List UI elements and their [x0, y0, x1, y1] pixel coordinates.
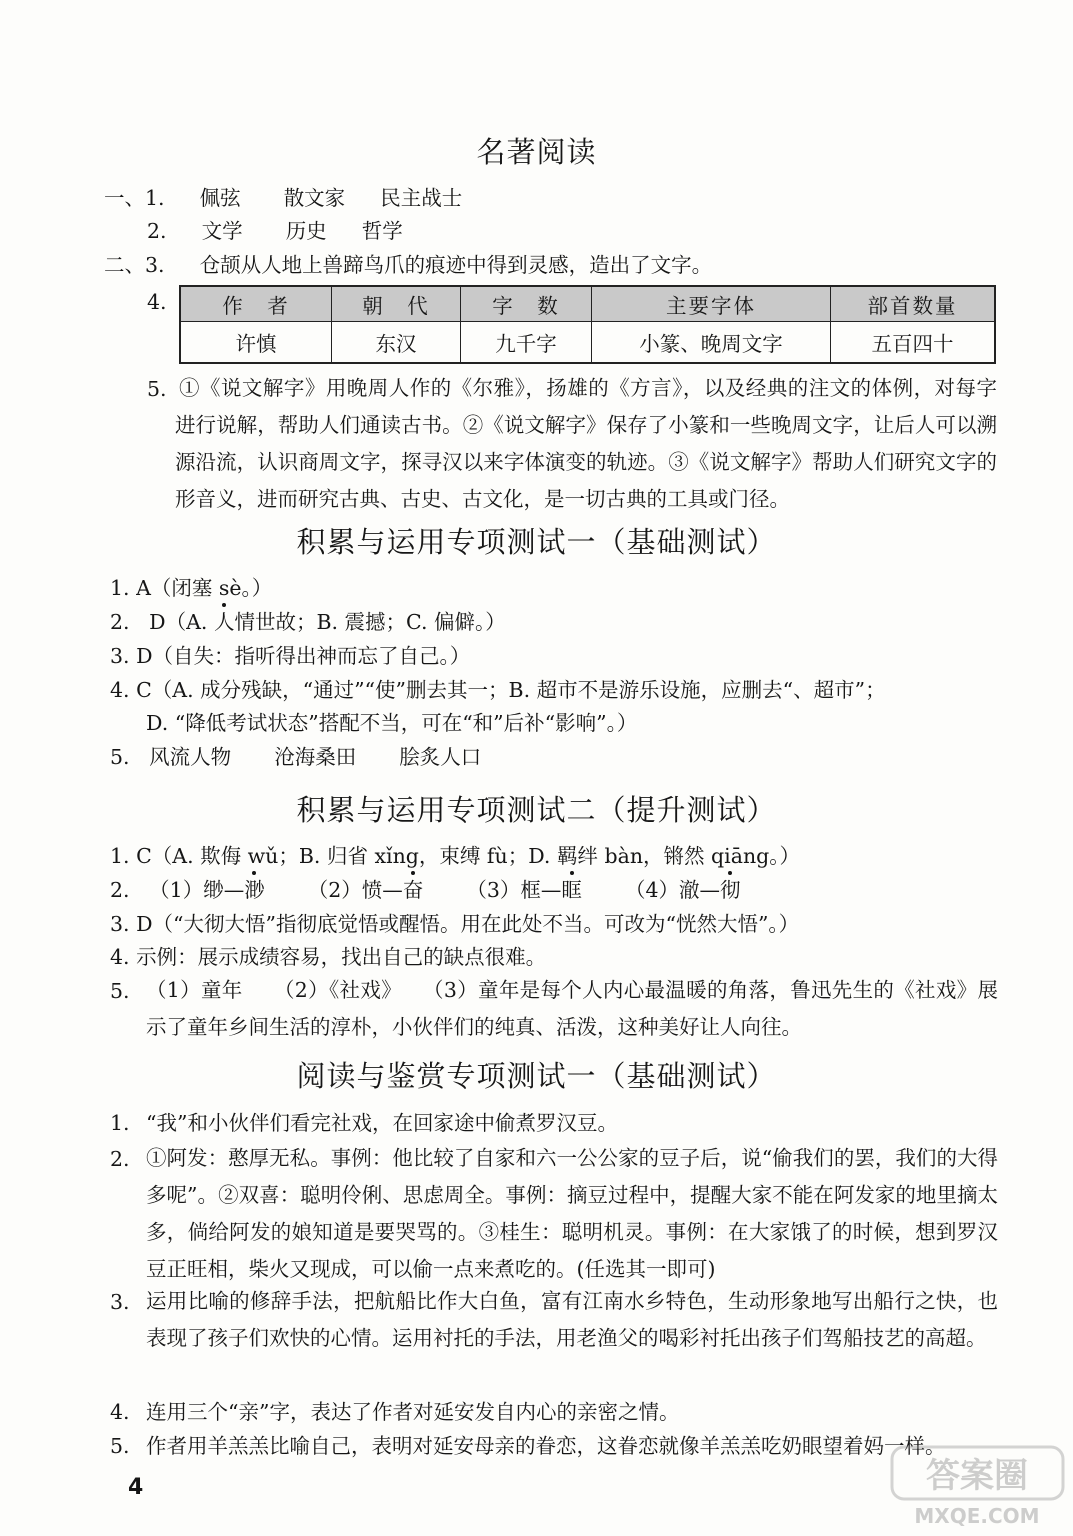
watermark-graphic: [890, 1445, 1065, 1530]
table-header: 朝 代: [332, 286, 461, 322]
answer-1-2: [147, 221, 403, 242]
section-title-classics-reading: 名著阅读: [476, 135, 597, 169]
question-5-number: 5.: [110, 979, 130, 1003]
question-2: [110, 612, 506, 633]
answer-number-5: 5.: [147, 377, 167, 401]
answer-text: （1）缈—: [149, 878, 245, 902]
answer-text: 散文家: [283, 186, 346, 210]
section-title-accumulation-test-2: 积累与运用专项测试二（提升测试）: [296, 793, 777, 827]
answer-text: 沧海桑田: [274, 745, 357, 769]
answer-text: 哲学: [361, 219, 403, 243]
answer-text: 佩弦: [199, 186, 241, 210]
answer-text: 文学: [201, 219, 243, 243]
table-cell: 许慎: [180, 322, 332, 364]
table-row: [180, 322, 995, 364]
question-5: [110, 747, 481, 768]
answer-number: 2.: [147, 219, 167, 243]
answer-prefix: 二、3.: [104, 253, 165, 277]
table-cell: 五百四十: [831, 322, 996, 364]
question-5-number: 5.: [110, 1434, 130, 1458]
answer-5-paragraph: ①《说文解字》用晚周人作的《尔雅》，扬雄的《方言》，以及经典的注文的体例，对每字进行说解，帮助人们通读古书。②《说文解字》保存了小篆和一些晚周文字，让后人可以溯源沿流，认识商周文字，探寻汉以来字体演变的轨迹。③《说文解字》帮助人们研究文字的形音义，进而研究古典、古史、古文化，是一切古典的工具或门径。: [175, 376, 997, 511]
answer-prefix: 一、1.: [104, 186, 165, 210]
question-1-number: 1.: [110, 1111, 130, 1135]
table-header: 部首数量: [831, 286, 996, 322]
question-1: 1. A（闭塞 sè。）: [110, 576, 273, 600]
dotted-char: 人: [213, 610, 235, 634]
question-1-text: “我”和小伙伴们看完社戏，在回家途中偷煮罗汉豆。: [146, 1111, 618, 1135]
question-4: 4. 示例：展示成绩容易，找出自己的缺点很难。: [110, 945, 547, 969]
dotted-char: 眶: [561, 878, 582, 902]
table-cell: 小篆、晚周文字: [592, 322, 831, 364]
question-4-line-2: D. “降低考试状态”搭配不当，可在“和”后补“影响”。）: [146, 711, 638, 735]
answer-text: 仓颉从人地上兽蹄鸟爪的痕迹中得到灵感，造出了文字。: [199, 253, 713, 277]
table-header: 作 者: [180, 286, 332, 322]
answer-text: 民主战士: [380, 186, 463, 210]
answer-2-3: [104, 255, 712, 276]
table-header: 字 数: [461, 286, 592, 322]
question-4-line-1: 4. C（A. 成分残缺，“通过”“使”删去其一；B. 超市不是游乐设施，应删去“、超市”；: [110, 678, 886, 702]
dotted-char: 渺: [244, 878, 265, 902]
answer-text: 风流人物: [149, 745, 232, 769]
watermark-logo: [890, 1445, 1065, 1530]
answer-text: （3）框—: [466, 878, 562, 902]
answer-text: 历史: [285, 219, 327, 243]
question-number: 2.: [110, 878, 130, 902]
watermark-top-text: 答案圈: [926, 1456, 1028, 1496]
question-2-paragraph: ①阿发：憨厚无私。事例：他比较了自家和六一公公家的豆子后，说“偷我们的罢，我们的大得多呢”。②双喜：聪明伶俐、思虑周全。事例：摘豆过程中，提醒大家不能在阿发家的地里摘太多，倘给阿发的娘知道是要哭骂的。③桂生：聪明机灵。事例：在大家饿了的时候，想到罗汉豆正旺相，柴火又现成，可以偷一点来煮吃的。(任选其一即可): [146, 1146, 998, 1281]
answer-number-4: 4.: [147, 290, 167, 314]
dotted-char: 奋: [402, 878, 424, 902]
table-header-row: [180, 286, 995, 322]
question-3-paragraph: 运用比喻的修辞手法，把航船比作大白鱼，富有江南水乡特色，生动形象地写出船行之快，也表现了孩子们欢快的心情。运用衬托的手法，用老渔父的喝彩衬托出孩子们驾船技艺的高超。: [146, 1289, 998, 1350]
question-1: 1. C（A. 欺侮 wǔ；B. 归省 xǐng，束缚 fù；D. 羁绊 bàn，锵然 qiāng。）: [110, 844, 801, 868]
page-number: 4: [128, 1475, 144, 1500]
question-number: 5.: [110, 745, 130, 769]
answer-text: 脍炙人口: [399, 745, 482, 769]
answer-text: D（A.: [149, 610, 208, 634]
question-4-number: 4.: [110, 1400, 130, 1424]
table-cell: 九千字: [461, 322, 592, 364]
question-5-paragraph: （1）童年 （2）《社戏》 （3）童年是每个人内心最温暖的角落，鲁迅先生的《社戏》展示了童年乡间生活的淳朴，小伙伴们的纯真、活泼，这种美好让人向往。: [146, 978, 998, 1039]
table-cell: 东汉: [332, 322, 461, 364]
question-number: 2.: [110, 610, 130, 634]
author-info-table: [179, 285, 996, 364]
dotted-char: 彻: [720, 878, 741, 902]
answer-text: （2）愤—: [307, 878, 403, 902]
question-2: [110, 880, 741, 901]
answer-text: （4）澈—: [624, 878, 721, 902]
watermark-bottom-text: MXQE.COM: [914, 1504, 1040, 1528]
question-3-number: 3.: [110, 1290, 130, 1314]
answer-1-1: [104, 188, 462, 209]
question-4-text: 连用三个“亲”字，表达了作者对延安发自内心的亲密之情。: [146, 1400, 680, 1424]
section-title-reading-test-1: 阅读与鉴赏专项测试一（基础测试）: [296, 1059, 777, 1093]
question-5-text: 作者用羊羔羔比喻自己，表明对延安母亲的眷恋，这眷恋就像羊羔羔吃奶眼望着妈一样。: [146, 1434, 946, 1458]
answer-text: 情世故；B. 震撼；C. 偏僻。）: [234, 610, 506, 634]
question-3: 3. D（“大彻大悟”指彻底觉悟或醒悟。用在此处不当。可改为“恍然大悟”。）: [110, 912, 800, 936]
question-2-number: 2.: [110, 1147, 130, 1171]
question-3: 3. D（自失：指听得出神而忘了自己。）: [110, 644, 471, 668]
section-title-accumulation-test-1: 积累与运用专项测试一（基础测试）: [296, 525, 777, 559]
table-header: 主要字体: [592, 286, 831, 322]
